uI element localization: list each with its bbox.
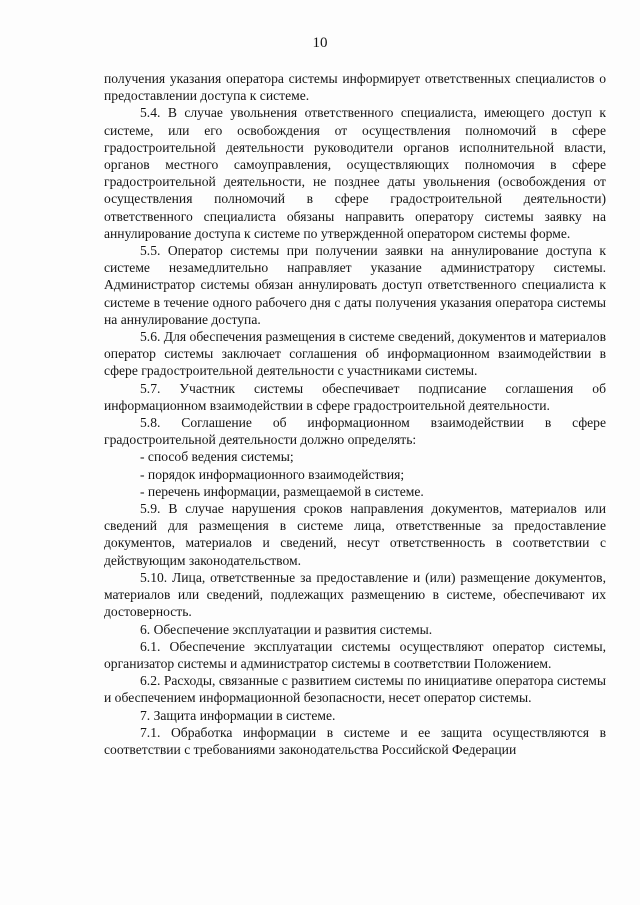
document-body xyxy=(104,70,606,758)
list-item-system-maintenance: - способ ведения системы; xyxy=(140,449,294,465)
list-item-information-list: - перечень информации, размещаемой в системе. xyxy=(140,483,424,499)
paragraph-5-7: 5.7. Участник системы обеспечивает подписание соглашения об информационном взаимодействии в сфере градостроительной деятельности. xyxy=(104,380,606,413)
paragraph-6-1: 6.1. Обеспечение эксплуатации системы осуществляют оператор системы, организатор системы и администратор системы в соответствии Положением. xyxy=(104,638,606,671)
paragraph-5-9: 5.9. В случае нарушения сроков направления документов, материалов или сведений для размещения в системе лица, ответственные за предоставление документов, материалов и сведений, несут ответственность в соответствии с действующим законодательством. xyxy=(104,501,606,568)
paragraph-5-6: 5.6. Для обеспечения размещения в системе сведений, документов и материалов оператор системы заключает соглашения об информационном взаимодействии в сфере градостроительной деятельности с участниками системы. xyxy=(104,329,606,379)
paragraph-5-5: 5.5. Оператор системы при получении заявки на аннулирование доступа к системе незамедлительно направляет указание администратору системы. Администратор системы обязан аннулировать доступ ответственного специалиста к системе в течение одного рабочего дня с даты получения указания оператора системы на аннулирование доступа. xyxy=(104,243,606,327)
paragraph-5-4: 5.4. В случае увольнения ответственного специалиста, имеющего доступ к системе, или его освобождения от осуществления полномочий в сфере градостроительной деятельности руководители органов исполнительной власти, органов местного самоуправления, осуществляющих полномочия в сфере градостроительной деятельности, не позднее даты увольнения (освобождения от осуществления полномочий в сфере градостроительной деятельности) ответственного специалиста обязаны направить оператору системы заявку на аннулирование доступа к системе по утвержденной оператором системы форме. xyxy=(104,105,606,241)
section-7-heading: 7. Защита информации в системе. xyxy=(140,707,336,723)
paragraph-5-10: 5.10. Лица, ответственные за предоставление и (или) размещение документов, материалов или сведений, подлежащих размещению в системе, обеспечивают их достоверность. xyxy=(104,569,606,620)
paragraph-5-3-continued: получения указания оператора системы информирует ответственных специалистов о предоставлении доступа к системе. xyxy=(104,71,606,104)
paragraph-6-2: 6.2. Расходы, связанные с развитием системы по инициативе оператора системы и обеспечением информационной безопасности, несет оператор системы. xyxy=(104,673,606,706)
paragraph-5-8: 5.8. Соглашение об информационном взаимодействии в сфере градостроительной деятельности должно определять: xyxy=(104,415,606,448)
paragraph-7-1: 7.1. Обработка информации в системе и ее защита осуществляются в соответствии с требованиями законодательства Российской Федерации xyxy=(104,724,606,757)
section-6-heading: 6. Обеспечение эксплуатации и развития системы. xyxy=(140,621,433,637)
page-number: 10 xyxy=(312,35,328,51)
list-item-interaction-procedure: - порядок информационного взаимодействия; xyxy=(140,466,405,482)
